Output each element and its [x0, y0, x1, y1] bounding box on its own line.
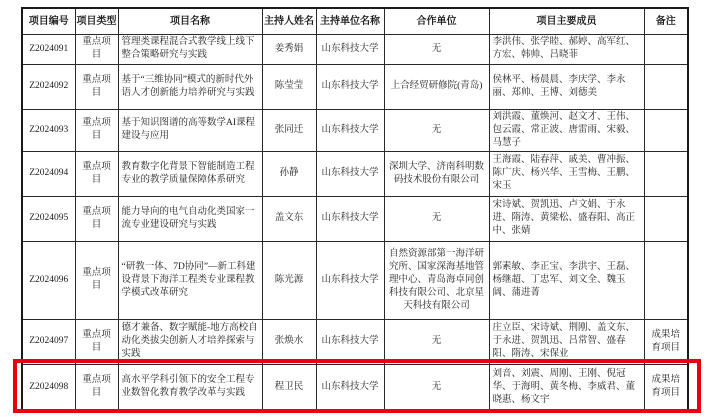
cell-project-id: Z2024095 — [22, 196, 75, 241]
table-row — [22, 196, 688, 241]
cell-leader-name: 张同迁 — [262, 109, 316, 151]
header-project-name: 项目名称 — [118, 8, 262, 34]
cell-project-id: Z2024092 — [22, 64, 75, 109]
cell-partner: 无 — [384, 109, 489, 151]
cell-note — [644, 151, 688, 196]
cell-project-name: 基于“三维协同”模式的新时代外语人才创新能力培养研究与实践 — [118, 64, 262, 109]
cell-partner: 自然资源部第一海洋研究所、国家深海基地管理中心、青岛海卓同创科技有限公司、北京星天科技有限公司 — [384, 241, 489, 319]
table-row — [22, 151, 688, 196]
cell-unit-name: 山东科技大学 — [316, 64, 384, 109]
cell-project-id: Z2024098 — [22, 364, 75, 411]
cell-partner: 上合经贸研修院(青岛) — [384, 64, 489, 109]
cell-project-type: 重点项目 — [75, 34, 118, 64]
cell-project-name: “研教一体、7D协同”—新工科建设背景下海洋工程类专业课程教学模式改革研究 — [118, 241, 262, 319]
cell-unit-name: 山东科技大学 — [316, 109, 384, 151]
cell-project-id: Z2024096 — [22, 241, 75, 319]
cell-leader-name: 张焕水 — [262, 319, 316, 364]
cell-note — [644, 109, 688, 151]
cell-project-type: 重点项目 — [75, 64, 118, 109]
cell-leader-name: 程卫民 — [262, 364, 316, 411]
cell-members: 刘音、刘震、周刚、王刚、倪冠华、于海明、黄冬梅、李威君、董晓惠、杨文宇 — [489, 364, 644, 411]
cell-project-type: 重点项目 — [75, 151, 118, 196]
cell-partner: 深圳大学、济南科明数码技术股份有限公司 — [384, 151, 489, 196]
cell-project-name: 德才兼备、数字赋能-地方高校自动化类拔尖创新人才培养探索与实践 — [118, 319, 262, 364]
cell-partner: 无 — [384, 34, 489, 64]
cell-unit-name: 山东科技大学 — [316, 196, 384, 241]
cell-project-name: 能力导向的电气自动化类国家一流专业建设研究与实践 — [118, 196, 262, 241]
cell-project-type: 重点项目 — [75, 319, 118, 364]
cell-project-id: Z2024091 — [22, 34, 75, 64]
cell-project-id: Z2024097 — [22, 319, 75, 364]
cell-project-type: 重点项目 — [75, 196, 118, 241]
header-note: 备注 — [644, 8, 688, 34]
cell-members: 王海霞、陆春萍、戚美、曹冲振、陈广庆、杨兴华、王雪梅、王鹏、宋玉 — [489, 151, 644, 196]
cell-unit-name: 山东科技大学 — [316, 319, 384, 364]
cell-unit-name: 山东科技大学 — [316, 364, 384, 411]
cell-partner: 无 — [384, 364, 489, 411]
header-row — [22, 8, 688, 34]
cell-partner: 无 — [384, 196, 489, 241]
cell-project-id: Z2024094 — [22, 151, 75, 196]
header-leader-name: 主持人姓名 — [262, 8, 316, 34]
table-row — [22, 64, 688, 109]
header-project-type: 项目类型 — [75, 8, 118, 34]
cell-project-type: 重点项目 — [75, 109, 118, 151]
table-row — [22, 109, 688, 151]
cell-project-type: 重点项目 — [75, 241, 118, 319]
header-members: 项目主要成员 — [489, 8, 644, 34]
cell-project-name: 管理类课程混合式教学线上线下整合策略研究与实践 — [118, 34, 262, 64]
cell-unit-name: 山东科技大学 — [316, 241, 384, 319]
cell-project-id: Z2024093 — [22, 109, 75, 151]
cell-unit-name: 山东科技大学 — [316, 34, 384, 64]
header-project-id: 项目编号 — [22, 8, 75, 34]
cell-project-name: 基于知识图谱的高等数学AI课程建设与应用 — [118, 109, 262, 151]
header-unit-name: 主持单位名称 — [316, 8, 384, 34]
cell-members: 庄立臣、宋诗斌、荆刚、盖文东、于永进、贺凯迅、吕常智、盛春阳、隋涛、宋保业 — [489, 319, 644, 364]
cell-leader-name: 盖文东 — [262, 196, 316, 241]
cell-members: 郭素敏、李正宝、李洪宇、王磊、杨继超、丁忠军、刘文全、魏玉阔、蒲进菁 — [489, 241, 644, 319]
cell-note — [644, 241, 688, 319]
cell-leader-name: 陈光源 — [262, 241, 316, 319]
cell-leader-name: 孙静 — [262, 151, 316, 196]
cell-partner: 无 — [384, 319, 489, 364]
projects-table — [21, 7, 689, 412]
cell-project-name: 教育数字化背景下智能制造工程专业的教学质量保障体系研究 — [118, 151, 262, 196]
cell-note: 成果培育项目 — [644, 364, 688, 411]
header-partner: 合作单位 — [384, 8, 489, 34]
cell-note — [644, 64, 688, 109]
cell-members: 宋诗斌、贺凯迅、卢文娟、于永进、隋涛、黄梁松、盛春阳、高正中、张婧 — [489, 196, 644, 241]
cell-note — [644, 34, 688, 64]
table-row-highlighted — [22, 364, 688, 411]
cell-project-name: 高水平学科引领下的安全工程专业数智化教育教学改革与实践 — [118, 364, 262, 411]
cell-members: 刘洪霞、董焕河、赵文才、王伟、包云霞、常正波、唐雷雨、宋毅、马慧子 — [489, 109, 644, 151]
table-row — [22, 34, 688, 64]
table-row — [22, 241, 688, 319]
cell-project-type: 重点项目 — [75, 364, 118, 411]
cell-note: 成果培育项目 — [644, 319, 688, 364]
cell-unit-name: 山东科技大学 — [316, 151, 384, 196]
cell-members: 侯林平、杨晨晨、李庆学、李永丽、郑帅、王博、刘德美 — [489, 64, 644, 109]
table-row — [22, 319, 688, 364]
cell-members: 李洪伟、张学睦、郝婷、高军红、方宏、韩帅、吕晓菲 — [489, 34, 644, 64]
cell-leader-name: 姜秀娟 — [262, 34, 316, 64]
cell-note — [644, 196, 688, 241]
cell-leader-name: 陈莹莹 — [262, 64, 316, 109]
